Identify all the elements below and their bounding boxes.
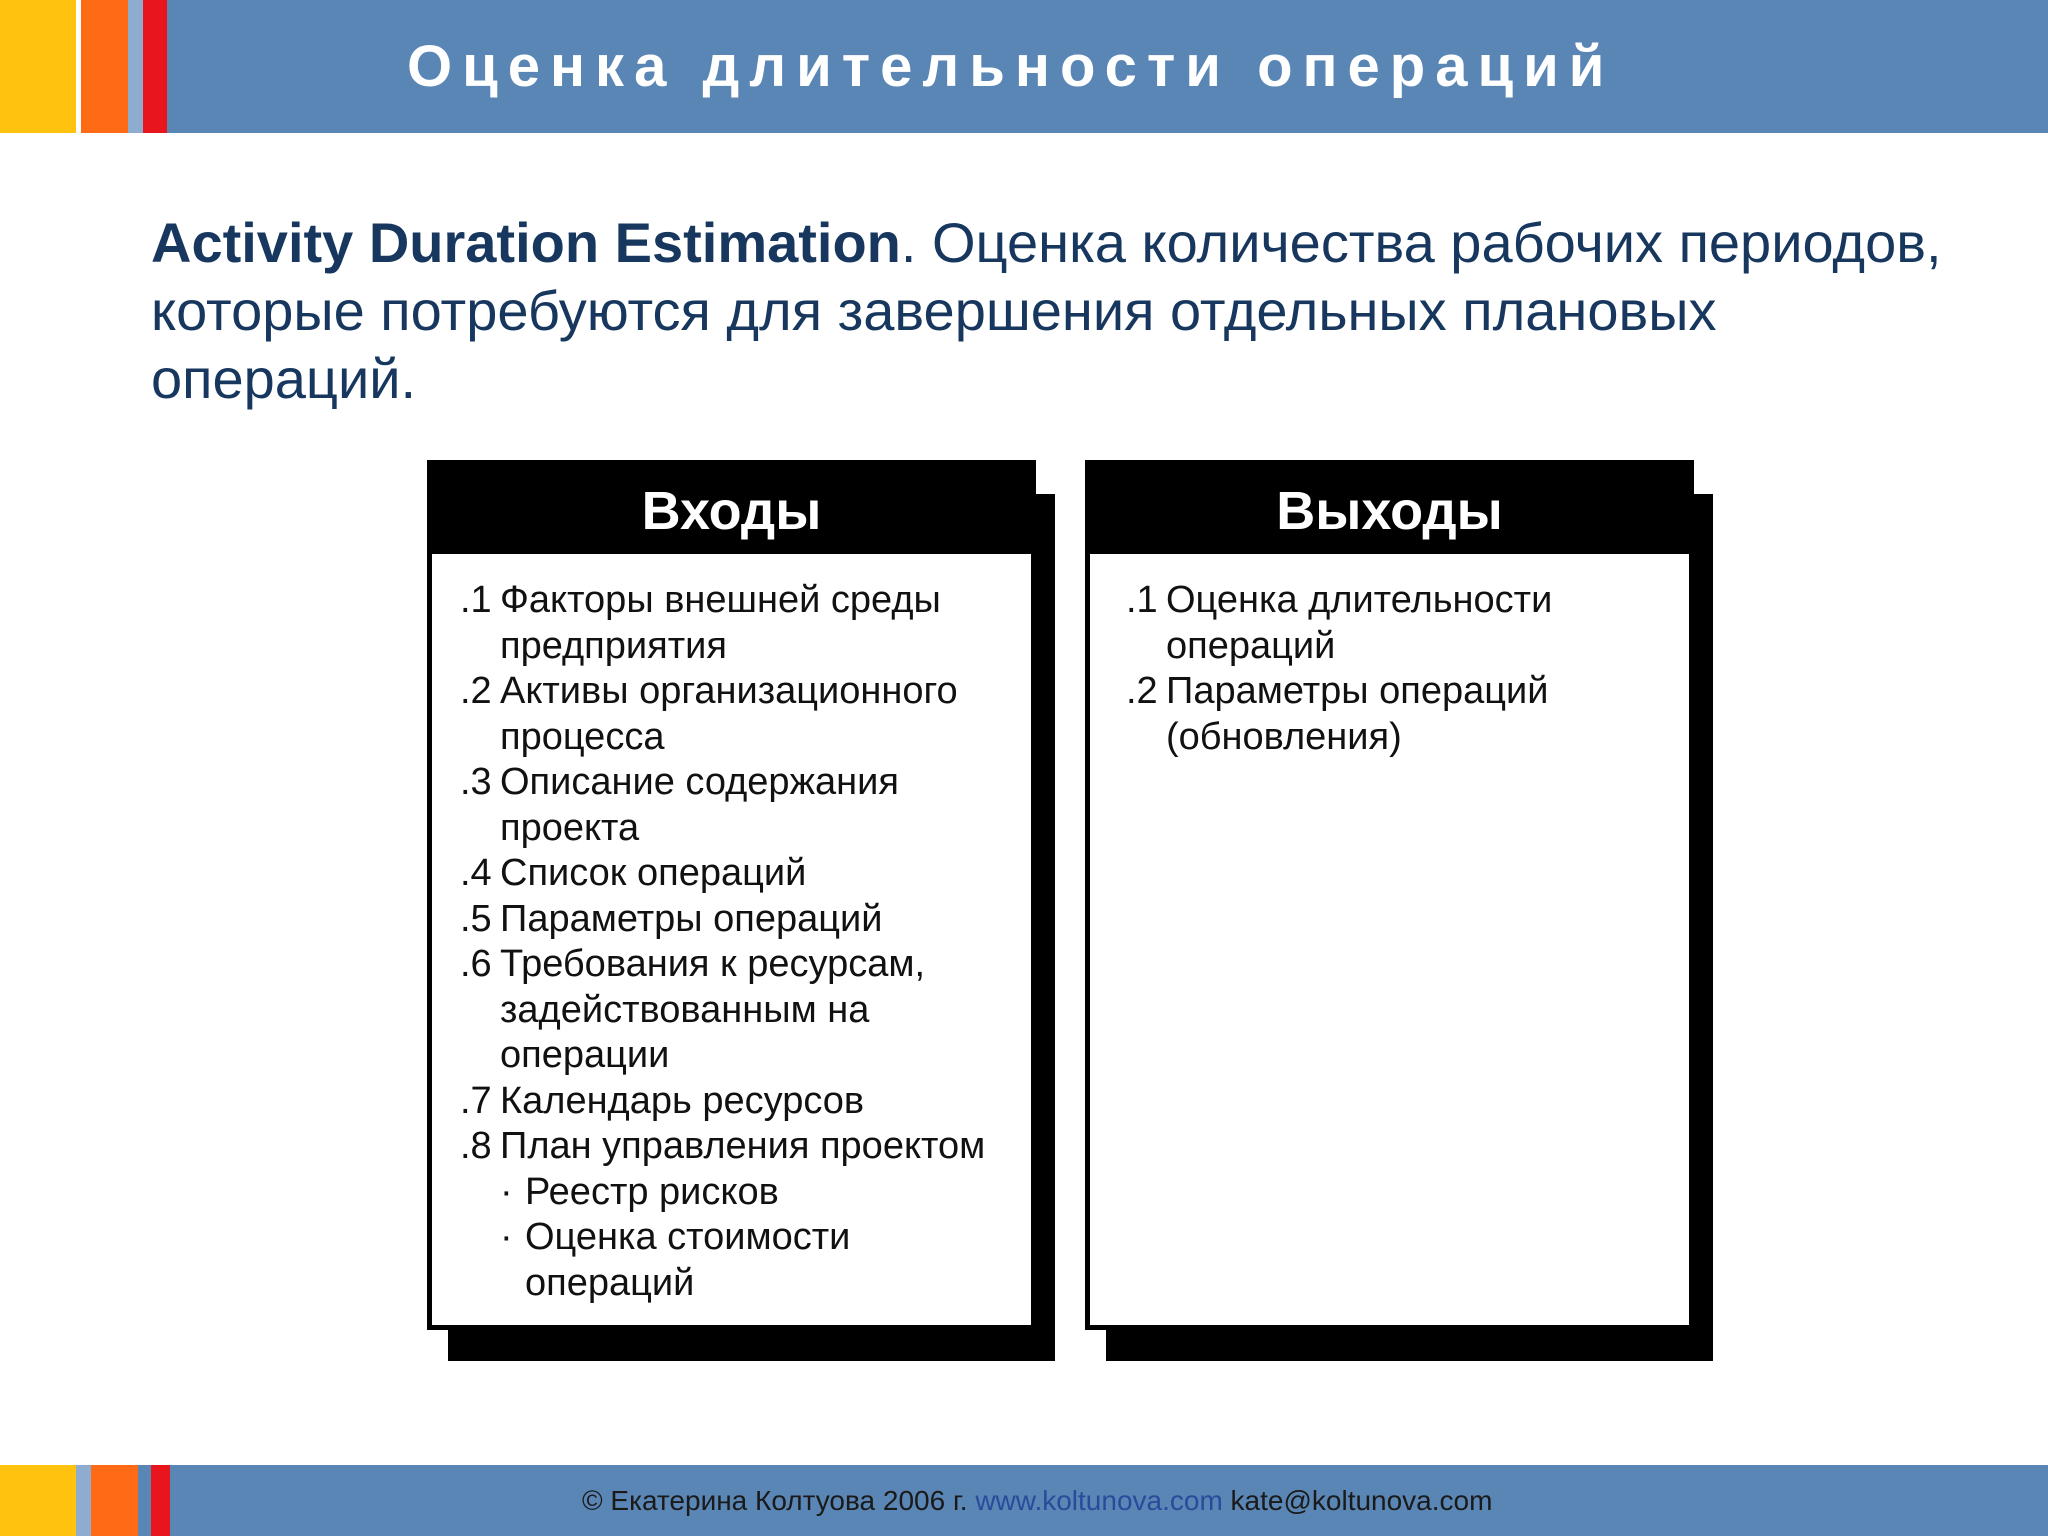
item-number: .4 [460,852,492,894]
item-text: Требования к ресурсам, задействованным на операции [500,943,926,1076]
light-blue-accent-stripe [76,1465,91,1536]
item-number: .8 [460,1125,492,1167]
inputs-panel-title: Входы [641,481,822,541]
item-number: .1 [460,579,492,621]
footer-credits [582,1465,1492,1536]
input-item [460,942,1031,1079]
slide-title: Оценка длительности операций [407,34,1615,99]
intro-definition: . Оценка количества рабочих периодов, которые потребуются для завершения отдельных плановых операций. [151,211,1942,410]
bullet-icon: · [500,1170,513,1213]
red-accent-stripe [151,1465,170,1536]
title-bar [0,0,2048,133]
input-item [460,897,1031,943]
item-text: Активы организационного процесса [500,670,958,758]
input-item [460,851,1031,897]
inputs-panel-list [427,554,1036,1330]
input-item [460,578,1031,669]
input-item [460,1079,1031,1125]
input-item [460,669,1031,760]
item-text: План управления проектом [500,1125,986,1167]
outputs-panel-header [1085,460,1694,554]
item-number: .7 [460,1079,492,1122]
footer-website-link[interactable]: www.koltunova.com [975,1485,1223,1516]
bullet-icon: · [500,1216,513,1258]
inputs-panel-header [427,460,1036,554]
orange-accent-stripe [91,1465,138,1536]
item-text: Календарь ресурсов [500,1079,865,1122]
item-number: .5 [460,897,492,940]
outputs-panel-list [1085,554,1694,1330]
item-text: Описание содержания проекта [500,761,899,849]
item-number: .6 [460,943,492,985]
intro-term: Activity Duration Estimation [151,211,901,274]
intro-paragraph [151,209,1977,413]
input-subitem [500,1215,1031,1306]
orange-accent-stripe [81,0,128,133]
light-blue-accent-stripe [128,0,143,133]
subitem-text: Оценка стоимости операций [525,1216,851,1304]
item-text: Факторы внешней среды предприятия [500,579,941,667]
footer-copyright: © Екатерина Колтуова 2006 г. [582,1485,968,1516]
item-number: .1 [1126,579,1158,621]
red-accent-stripe [143,0,167,133]
item-number: .3 [460,761,492,803]
footer-email: kate@koltunova.com [1230,1485,1493,1516]
item-text: Список операций [500,852,807,894]
output-item [1126,578,1689,669]
item-text: Параметры операций (обновления) [1166,670,1549,758]
item-number: .2 [1126,670,1158,712]
outputs-panel-title: Выходы [1276,481,1503,541]
footer-bar [0,1465,2048,1536]
input-item [460,760,1031,851]
yellow-accent-stripe [0,0,76,133]
yellow-accent-stripe [0,1465,76,1536]
item-text: Оценка длительности операций [1166,579,1553,667]
input-subitem [500,1170,1031,1216]
item-number: .2 [460,670,492,712]
input-item [460,1124,1031,1170]
subitem-text: Реестр рисков [525,1170,779,1213]
output-item [1126,669,1689,760]
item-text: Параметры операций [500,897,883,940]
